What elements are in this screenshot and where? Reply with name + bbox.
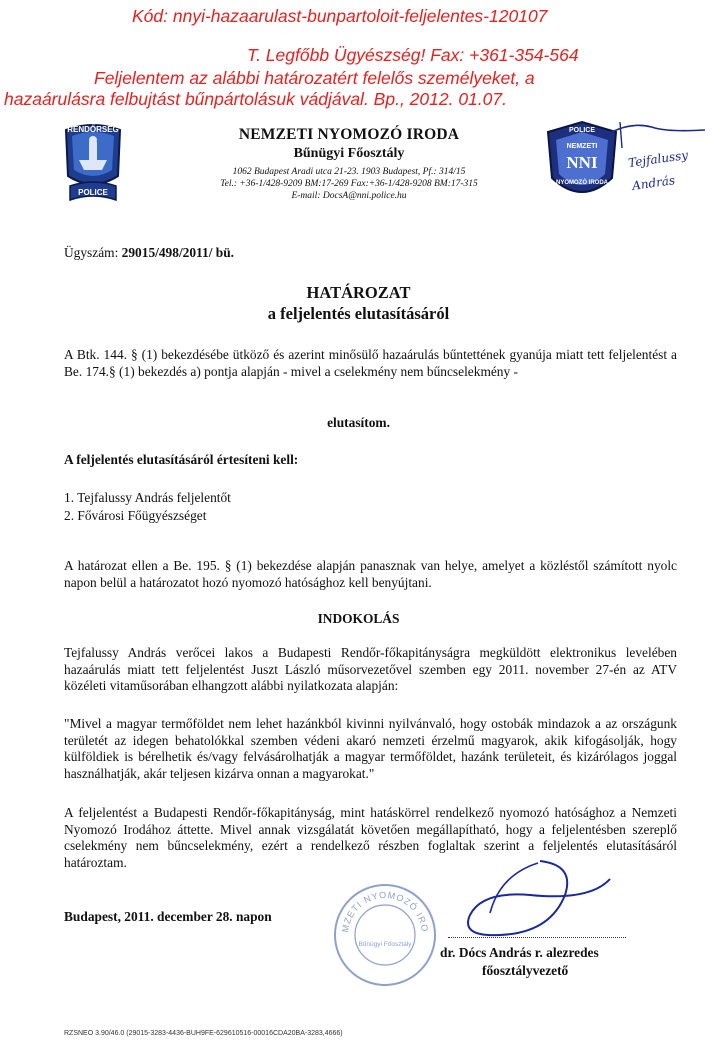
right-logo-bottom-text: NYOMOZÓ IRODA	[556, 180, 608, 186]
right-logo-top-text: POLICE	[568, 127, 596, 134]
document-subtitle: a feljelentés elutasításáról	[267, 304, 450, 323]
notify-item-2: 2. Fővárosi Főügyészséget	[64, 508, 207, 523]
decision-text: elutasítom.	[327, 415, 390, 430]
annotation-line-1: T. Legfőbb Ügyészség! Fax: +361-354-564	[247, 45, 579, 65]
footer-code: RZSNEO 3.90/46.0 (29015-3283-4436-BUH9FE-629610516-00016CDA20BA-3283,4666)	[64, 1030, 343, 1037]
police-badge-logo	[62, 120, 124, 212]
place-and-date: Budapest, 2011. december 28. napon	[64, 909, 272, 924]
notify-heading: A feljelentés elutasításáról értesíteni kell:	[64, 452, 299, 467]
case-label: Ügyszám:	[64, 245, 119, 260]
document-title: HATÁROZAT	[306, 283, 411, 302]
department-name: Bűnügyi Főosztály	[293, 146, 405, 161]
official-stamp	[330, 880, 440, 990]
handwritten-name-2: András	[631, 173, 676, 193]
paragraph-4: A feljelentést a Budapesti Rendőr-főkapitányság, mint hatáskörrel rendelkező nyomozó hatósághoz a Nemzeti Nyomozó Irodához áttette. Mivel annak vizsgálatát követően megállapítható, hogy a feljelentésben szereplő cselekmény nem bűncselekmény, ezért a rendelkező részben foglaltak szerint a feljelentés elutasításáról határoztam.	[64, 805, 677, 870]
signature-line	[448, 937, 626, 938]
case-number	[64, 245, 234, 262]
left-logo-top-text: RENDŐRSÉG	[67, 125, 119, 134]
paragraph-3: Tejfalussy András verőcei lakos a Budapesti Rendőr-főkapitányságra megküldött elektronikus levelében hazaárulás miatt tett feljelentést Juszt László műsorvezetővel szemben egy 2011. november 27-én az ATV közéleti vitaműsorában elhangzott alábbi nyilatkozata alapján:	[64, 645, 677, 694]
signer-name: dr. Dócs András r. alezredes	[440, 945, 599, 960]
annotation-code: Kód: nnyi-hazaarulast-bunpartoloit-feljelentes-120107	[132, 6, 548, 26]
stamp-text: MZETI NYOMOZÓ IRO	[339, 889, 431, 934]
address-line: 1062 Budapest Aradi utca 21-23. 1903 Budapest, Pf.: 314/15	[232, 167, 466, 177]
phone-line: Tel.: +36-1/428-9209 BM:17-269 Fax:+36-1/428-9208 BM:17-315	[220, 179, 478, 189]
org-name: NEMZETI NYOMOZÓ IRODA	[238, 126, 460, 143]
paragraph-2: A határozat ellen a Be. 195. § (1) bekezdése alapján panasznak van helye, amelyet a közléstől számított nyolc napon belül a határozatot hozó nyomozó hatósághoz kell benyújtani.	[64, 558, 677, 590]
quoted-statement: "Mivel a magyar termőföldet nem lehet hazánkból kivinni nyilvánvaló, hogy ostobák mindazok a az országunk területét az idegen behatolókkal szemben védeni akaró nemzeti érzelmű magyarok, akik kifogásolják, hogy külföldiek is bérelhetik és/vagy felvásárolhatják a magyar termőföldet, hazánk területeit, és kizárólagos joggal használhatják, akár teljesen kizárva onnan a magyarokat."	[64, 716, 677, 781]
paragraph-1: A Btk. 144. § (1) bekezdésébe ütköző és azerint minősülő hazaárulás bűntettének gyanúja miatt tett feljelentést a Be. 174.§ (1) bekezdés a) pontja alapján - mivel a cselekmény nem bűncselekmény -	[64, 347, 677, 379]
left-logo-bottom-text: POLICE	[78, 188, 108, 197]
letterhead	[150, 126, 510, 202]
case-value: 29015/498/2011/ bü.	[121, 245, 235, 260]
email-line: E-mail: DocsA@nni.police.hu	[291, 191, 407, 201]
right-logo-mid-text: NEMZETI	[566, 143, 598, 150]
notify-item-1: 1. Tejfalussy András feljelentőt	[64, 490, 231, 505]
right-logo-letters: NNI	[566, 153, 598, 172]
annotation-line-2: Feljelentem az alábbi határozatért felelős személyeket, a	[94, 68, 535, 88]
annotation-line-3: hazaárulásra felbujtást bűnpártolásuk vádjával. Bp., 2012. 01.07.	[4, 89, 507, 109]
reasoning-heading: INDOKOLÁS	[317, 611, 400, 626]
signature	[440, 855, 640, 945]
signer-role: főosztályvezető	[482, 963, 569, 978]
handwritten-name-1: Tejfalussy	[627, 147, 689, 171]
stamp-inner-text: Bűnügyi Főosztály	[358, 941, 412, 948]
